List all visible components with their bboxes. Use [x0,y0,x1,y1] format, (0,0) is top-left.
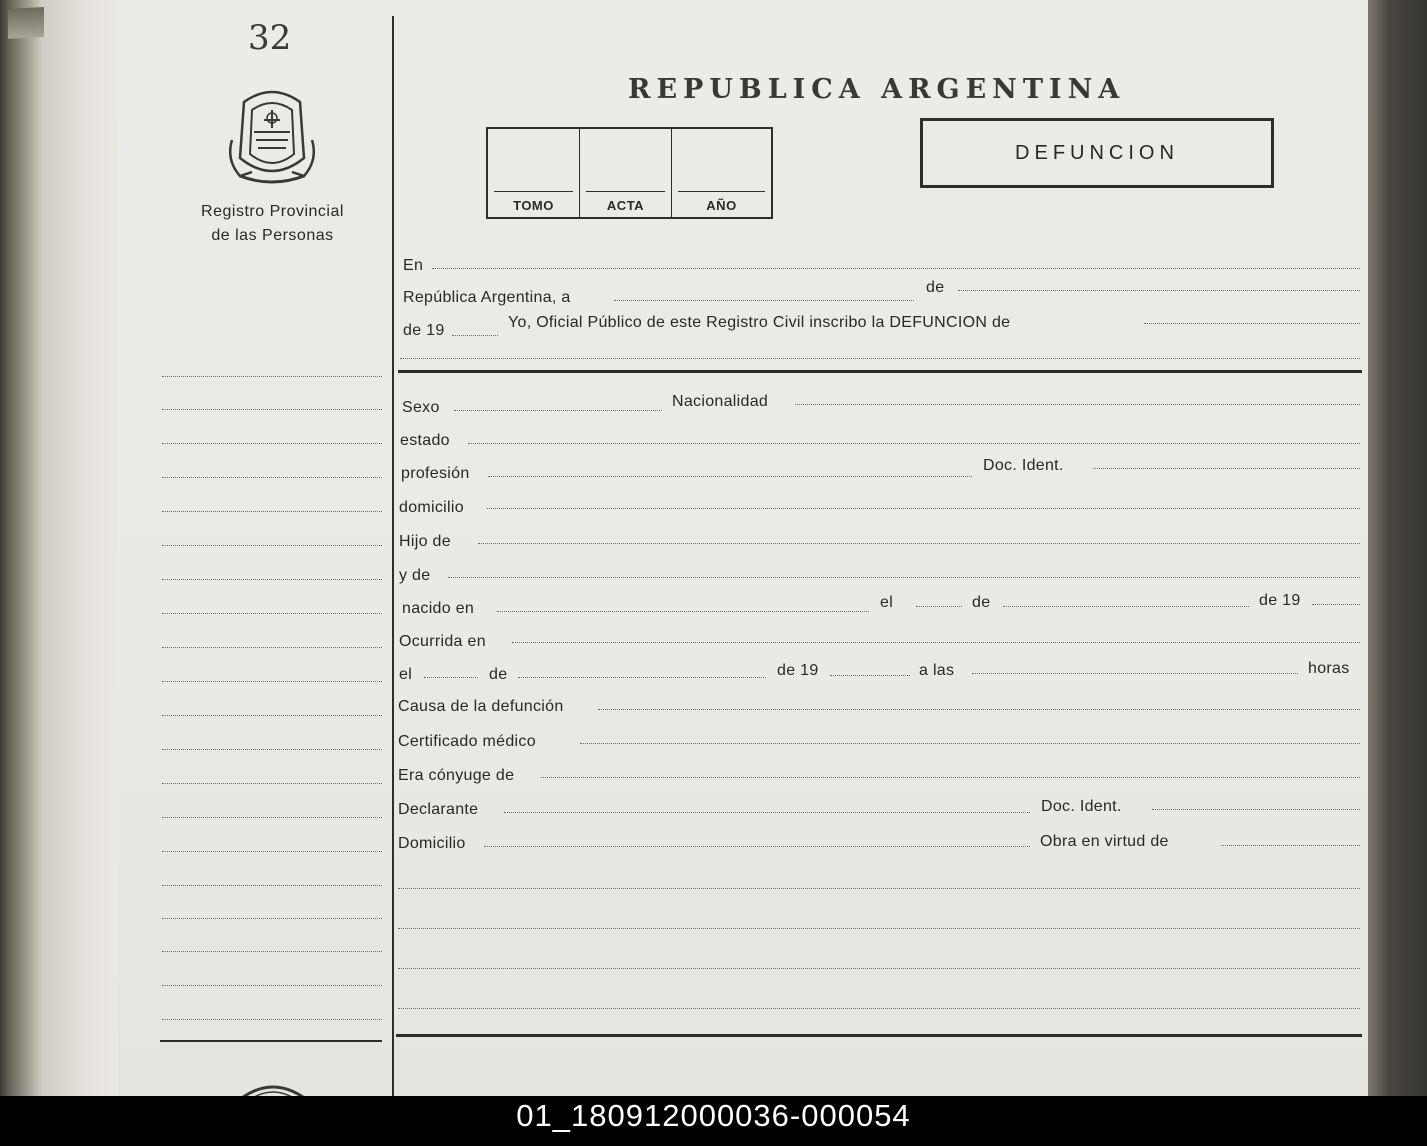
en-line[interactable] [432,268,1360,269]
observaciones-line-1[interactable] [398,888,1360,889]
republica-label: República Argentina, a [403,289,571,306]
margin-line [162,1019,382,1020]
acta-line [586,191,665,192]
nacido-de-label: de [972,594,991,611]
margin-line [162,817,382,818]
nacido-anio-label: de 19 [1259,592,1301,609]
book-spine [0,0,48,1096]
deceased-name-line[interactable] [1144,323,1360,324]
profesion-label: profesión [401,465,470,482]
defuncion-mes-line[interactable] [518,677,766,678]
nacionalidad-label: Nacionalidad [672,393,769,410]
section-rule [398,370,1362,373]
nacido-el-label: el [880,594,894,611]
margin-line [162,681,382,682]
a-las-label: a las [919,662,955,679]
madre-line[interactable] [448,577,1360,578]
acta-cell [580,129,672,217]
en-label: En [403,257,424,274]
estado-line[interactable] [468,443,1360,444]
hijo-de-label: Hijo de [399,533,451,550]
observaciones-line-3[interactable] [398,968,1360,969]
nacido-dia-line[interactable] [916,606,962,607]
conyuge-line[interactable] [541,777,1360,778]
book-right-edge [1368,0,1427,1096]
declarante-label: Declarante [398,801,479,818]
defuncion-dia-line[interactable] [424,677,478,678]
margin-line [162,749,382,750]
obra-line[interactable] [1221,845,1360,846]
declarante-domicilio-line[interactable] [484,846,1030,847]
margin-line [162,409,382,410]
anio-cell [672,129,771,217]
padre-line[interactable] [478,543,1360,544]
margin-line [162,443,382,444]
margin-line [162,951,382,952]
doc-ident-line[interactable] [1093,468,1360,469]
intro-de-label: de [926,279,945,296]
anio-intro-line[interactable] [452,335,498,336]
margin-line [162,851,382,852]
defuncion-anio-label: de 19 [777,662,819,679]
horas-label: horas [1308,660,1350,677]
issuer-line-2: de las Personas [211,227,334,244]
declarante-doc-line[interactable] [1152,809,1360,810]
y-de-label: y de [399,567,431,584]
margin-line [162,545,382,546]
declarante-doc-label: Doc. Ident. [1041,798,1122,815]
margin-line [162,613,382,614]
sexo-line[interactable] [454,410,662,411]
margin-line [162,511,382,512]
observaciones-line-4[interactable] [398,1008,1360,1009]
province-seal-icon [222,80,322,190]
margin-line [162,783,382,784]
estado-label: estado [400,432,450,449]
inscribo-label: Yo, Oficial Público de este Registro Civil inscribo la DEFUNCION de [508,314,1011,331]
causa-line[interactable] [598,709,1360,710]
footer-rule [396,1034,1362,1037]
tomo-cell [488,129,580,217]
margin-line [162,715,382,716]
domicilio-line[interactable] [487,508,1360,509]
country-title: REPUBLICA ARGENTINA [628,74,1126,105]
obra-label: Obra en virtud de [1040,833,1169,850]
margin-line [162,885,382,886]
document-type-box: DEFUNCION [920,118,1274,188]
margin-line [162,985,382,986]
conyuge-label: Era cónyuge de [398,767,515,784]
causa-label: Causa de la defunción [398,698,564,715]
margin-line [162,647,382,648]
anio-line [678,191,765,192]
doc-ident-label: Doc. Ident. [983,457,1064,474]
ocurrida-en-label: Ocurrida en [399,633,486,650]
certificado-label: Certificado médico [398,733,536,750]
nacido-mes-line[interactable] [1003,606,1249,607]
margin-line [162,579,382,580]
hora-line[interactable] [972,673,1298,674]
lugar-defuncion-line[interactable] [512,642,1360,643]
declarante-line[interactable] [504,812,1030,813]
issuer-name [165,200,380,248]
margin-line [162,918,382,919]
margin-rule [160,1040,382,1042]
intro-de19-label: de 19 [403,322,445,339]
ocurrida-el-label: el [399,666,413,683]
anio-label: AÑO [706,198,737,213]
defuncion-anio-line[interactable] [830,675,910,676]
margin-line [162,477,382,478]
issuer-line-1: Registro Provincial [201,203,344,220]
page-binding-edge [44,0,124,1096]
declarante-domicilio-label: Domicilio [398,835,466,852]
nacido-en-label: nacido en [402,600,475,617]
acta-label: ACTA [606,198,645,213]
dia-line[interactable] [614,300,914,301]
domicilio-label: domicilio [399,499,464,516]
tomo-line [494,191,573,192]
nacido-anio-line[interactable] [1312,604,1360,605]
deceased-name-line-2[interactable] [400,358,1360,359]
ocurrida-de-label: de [489,666,508,683]
column-divider [392,16,394,1096]
registry-box [486,127,773,219]
image-caption: 01_180912000036-000054 [0,1096,1427,1146]
page-number: 32 [248,18,292,58]
observaciones-line-2[interactable] [398,928,1360,929]
profesion-line[interactable] [488,476,972,477]
nacionalidad-line[interactable] [795,404,1360,405]
tomo-label: TOMO [513,198,554,213]
certificado-line[interactable] [580,743,1360,744]
lugar-nacimiento-line[interactable] [497,611,869,612]
mes-line[interactable] [958,290,1360,291]
margin-line [162,376,382,377]
sexo-label: Sexo [402,399,440,416]
